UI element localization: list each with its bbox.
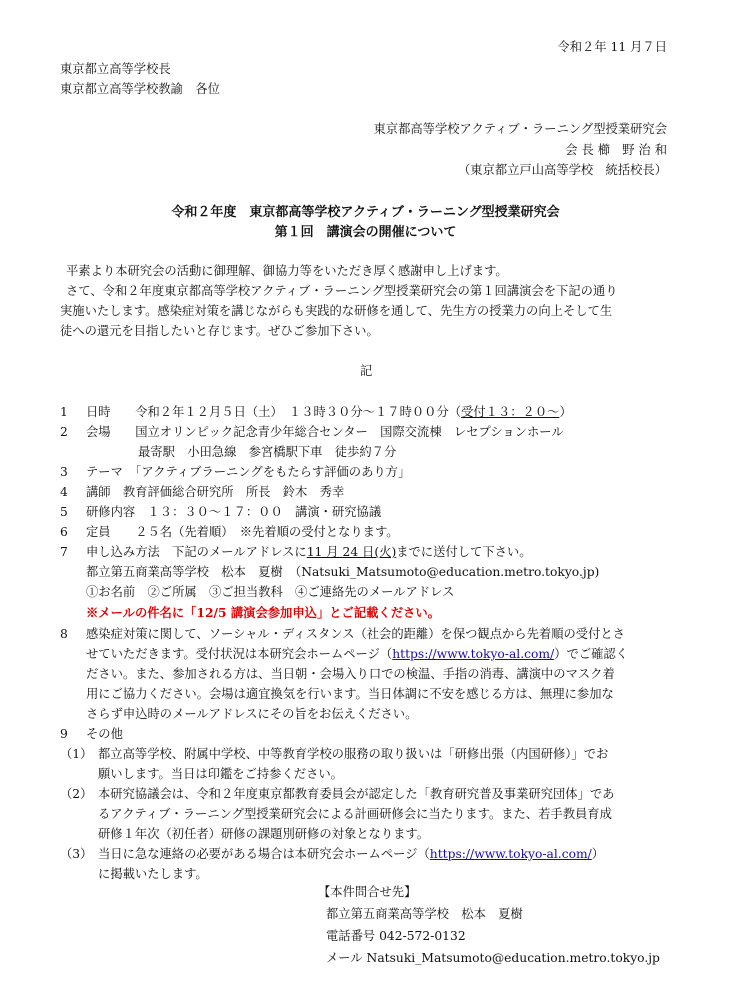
item-number: 9 [60,727,68,741]
item-8-line2 [86,645,696,665]
item-4 [60,483,670,503]
item-6-text: 定員 ２５名（先着順） ※先着順の受付となります。 [86,525,399,539]
sub-item-2-line1: 本研究協議会は、令和２年度東京都教育委員会が認定した「教育研究普及事業研究団体」であ [98,787,615,801]
doc-title-line2: 第１回 講演会の開催について [274,225,457,240]
item-7 [60,543,670,563]
addressee-principals: 東京都立高等学校長 [60,62,171,76]
intro-p2-line3: 徒への還元を目指したいと存じます。ぜひご参加下さい。 [60,324,379,338]
item-8-line5: さらず申込時のメールアドレスにその旨をお伝えください。 [86,707,418,721]
item-2-station: 最寄駅 小田急線 参宮橋駅下車 徒歩約７分 [138,445,397,459]
item-6 [60,523,670,543]
sender-affiliation: （東京都立戸山高等学校 統括校長） [457,163,667,177]
item-8-line2-tail: ）でご確認く [554,647,629,661]
contact-email[interactable]: メール Natsuki_Matsumoto@education.metro.tokyo.jp [326,951,660,965]
item-7-contact[interactable]: 都立第五商業高等学校 松本 夏樹 （Natsuki_Matsumoto@education.metro.tokyo.jp) [86,565,600,579]
item-number: 5 [60,505,68,519]
item-7-text: 申し込み方法 下記のメールアドレスに [86,545,307,559]
item-8-line1: 感染症対策に関して、ソーシャル・ディスタンス（社会的距離）を保つ観点から先着順の受付とさ [86,627,625,641]
contact-heading: 【本件問合せ先】 [318,885,417,899]
item-1-close: ） [559,405,572,419]
item-2-venue: 会場 国立オリンピック記念青少年総合センター 国際交流棟 レセプションホール [86,425,564,439]
sub-item-3-number: （3） [60,847,93,861]
item-number: 8 [60,627,68,641]
item-number: 1 [60,405,68,419]
item-1-reception: 受付１３：２０～ [461,405,560,419]
item-7-required-fields: ①お名前 ②ご所属 ③ご担当教科 ④ご連絡先のメールアドレス [86,585,455,599]
contact-school: 都立第五商業高等学校 松本 夏樹 [326,907,523,921]
sub-item-3-close: ） [591,847,605,861]
item-4-text: 講師 教育評価総合研究所 所長 鈴木 秀幸 [86,485,345,499]
contact-phone: 電話番号 042-572-0132 [326,929,466,943]
item-9-text: その他 [86,727,123,741]
intro-p2-line2: 実施いたします。感染症対策を講じながらも実践的な研修を通して、先生方の授業力の向上そして生 [60,304,613,318]
item-7-text-b: までに送付して下さい。 [396,545,532,559]
item-7-subject-note: ※メールの件名に「12/5 講演会参加申込」とご記載ください。 [86,605,440,620]
sender-name: 会 長 櫛 野 治 和 [565,143,667,157]
sub-item-3-line2: に掲載いたします。 [98,867,208,881]
item-3 [60,463,670,483]
item-3-text: テーマ 「アクティブラーニングをもたらす評価のあり方」 [86,465,411,479]
item-8-line2-text: せていただきます。受付状況は本研究会ホームページ（ [86,647,393,661]
item-8 [60,625,670,645]
item-9 [60,725,670,745]
sub-item-2-number: （2） [60,787,93,801]
sub-item-1-number: （1） [60,747,93,761]
item-1-text: 日時 令和２年１２月５日（土） １３時３０分～１７時００分（ [86,405,462,419]
item-5 [60,503,670,523]
item-number: 7 [60,545,68,559]
item-number: 4 [60,485,68,499]
item-number: 3 [60,465,68,479]
intro-p1: 平素より本研究会の活動に御理解、御協力等をいただき厚く感謝申し上げます。 [66,264,508,278]
item-number: 2 [60,425,68,439]
sub-item-1-line1: 都立高等学校、附属中学校、中等教育学校の服務の取り扱いは「研修出張（内国研修）」でお [98,747,609,761]
sender-org: 東京都高等学校アクティブ・ラーニング型授業研究会 [373,122,667,136]
homepage-link-2[interactable]: https://www.tokyo-al.com/ [429,847,592,861]
sub-item-3-line1 [98,845,604,865]
item-5-text: 研修内容 １３：３０～１７：００ 講演・研究協議 [86,505,382,519]
item-1 [60,403,670,423]
ki-heading: 記 [360,364,373,378]
addressee-teachers: 東京都立高等学校教諭 各位 [60,82,220,96]
sub-item-2-line3: 研修１年次（初任者）研修の課題別研修の対象となります。 [98,827,430,841]
intro-p2-line1: さて、令和２年度東京都高等学校アクティブ・ラーニング型授業研究会の第１回講演会を下記の通り [66,284,618,298]
homepage-link[interactable]: https://www.tokyo-al.com/ [392,647,555,661]
doc-title-line1: 令和２年度 東京都高等学校アクティブ・ラーニング型授業研究会 [171,205,560,220]
sub-item-3-text: 当日に急な連絡の必要がある場合は本研究会ホームページ（ [98,847,430,861]
document-date: 令和２年 11 月７日 [557,40,667,54]
item-8-line4: 用にご協力ください。会場は適宜換気を行います。当日体調に不安を感じる方は、無理に参加な [86,687,614,701]
item-7-deadline: 11 月 24 日(火) [306,545,397,559]
item-2 [60,423,670,443]
item-number: 6 [60,525,68,539]
item-8-line3: ださい。また、参加される方は、当日朝・会場入り口での検温、手指の消毒、講演中のマスク着 [86,667,615,681]
sub-item-2-line2: るアクティブ・ラーニング型授業研究会による計画研修会に当たります。また、若手教員育成 [98,807,612,821]
sub-item-1-line2: 願いします。当日は印鑑をご持参ください。 [98,767,343,781]
